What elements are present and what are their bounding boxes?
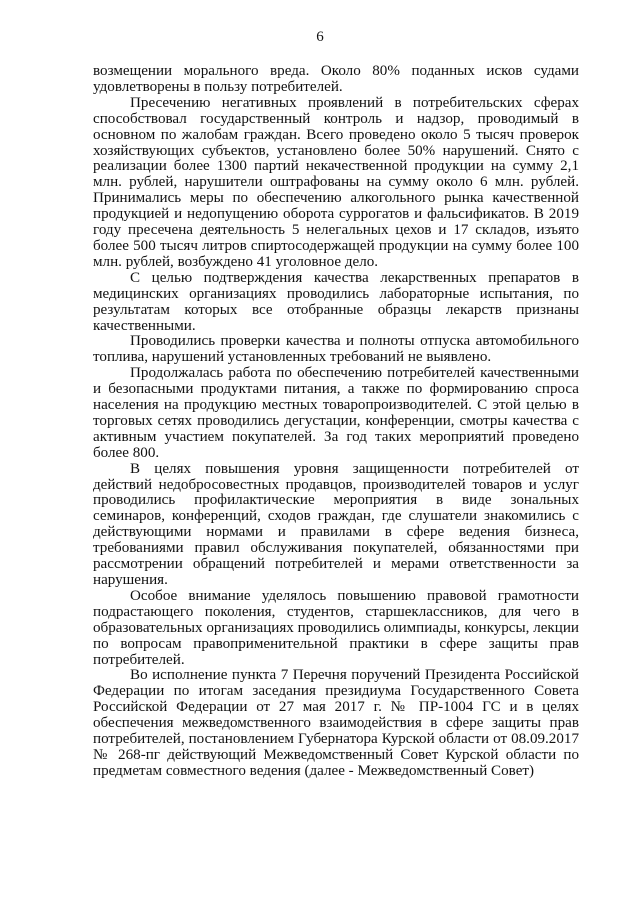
paragraph: возмещении морального вреда. Около 80% поданных исков судами удовлетворены в пользу потребителей. [93,63,579,95]
paragraph: Особое внимание уделялось повышению правовой грамотности подрастающего поколения, студентов, старшеклассников, для чего в образовательных организациях проводились олимпиады, конкурсы, лекции по вопросам правоприменительной практики в сфере защиты прав потребителей. [93,587,579,668]
paragraph: Пресечению негативных проявлений в потребительских сферах способствовал государственный контроль и надзор, проводимый в основном по жалобам граждан. Всего проведено около 5 тысяч проверок хозяйствующих субъектов, установлено более 50% нарушений. Снято с реализации более 1300 партий некачественной продукции на сумму 2,1 млн. рублей, нарушители оштрафованы на сумму около 6 млн. рублей. Принимались меры по обеспечению алкогольного рынка качественной продукцией и недопущению оборота суррогатов и фальсификатов. В 2019 году пресечена деятельность 5 нелегальных цехов и 17 складов, изъято более 500 тысяч литров спиртосодержащей продукции на сумму более 100 млн. рублей, возбуждено 41 уголовное дело. [93,94,579,270]
paragraph: Во исполнение пункта 7 Перечня поручений Президента Российской Федерации по итогам заседания президиума Государственного Совета Российской Федерации от 27 мая 2017 г. № ПР-1004 ГС и в целях обеспечения межведомственного взаимодействия в сфере защиты прав потребителей, постановлением Губернатора Курской области от 08.09.2017 № 268-пг действующий Межведомственный Совет Курской области по предметам совместного ведения (далее - Межведомственный Совет) [93,667,579,779]
document-body [93,64,579,780]
page-number: 6 [316,29,324,45]
paragraph: С целью подтверждения качества лекарственных препаратов в медицинских организациях проводились лабораторные испытания, по результатам которых все отобранные образцы лекарств признаны качественными. [93,269,579,334]
paragraph: В целях повышения уровня защищенности потребителей от действий недобросовестных продавцов, производителей товаров и услуг проводились профилактические мероприятия в виде зональных семинаров, конференций, сходов граждан, где слушатели знакомились с действующими нормами и правилами в сфере ведения бизнеса, требованиями правил обслуживания покупателей, обязанностями при рассмотрении обращений потребителей и мерами ответственности за нарушения. [93,460,579,588]
paragraph: Продолжалась работа по обеспечению потребителей качественными и безопасными продуктами питания, а также по формированию спроса населения на продукцию местных товаропроизводителей. С этой целью в торговых сетях проводились дегустации, конференции, смотры качества с активным участием покупателей. За год таких мероприятий проведено более 800. [93,365,579,461]
paragraph: Проводились проверки качества и полноты отпуска автомобильного топлива, нарушений установленных требований не выявлено. [93,333,579,366]
